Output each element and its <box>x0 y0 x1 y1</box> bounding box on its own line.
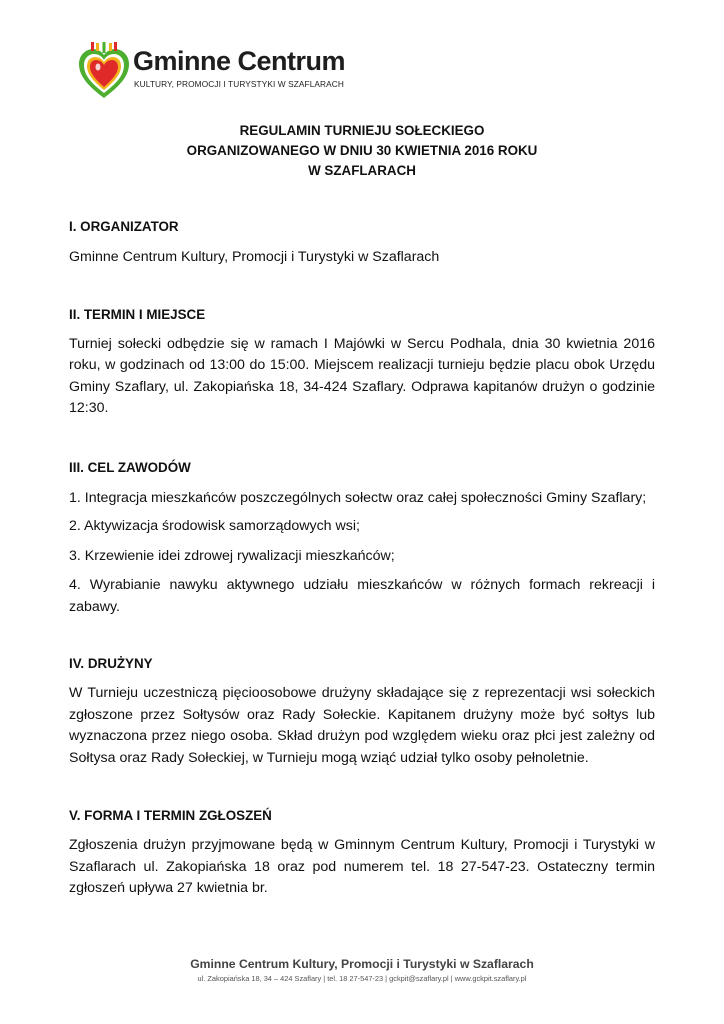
section-heading-term: II. TERMIN I MIEJSCE <box>69 306 206 322</box>
section-heading-teams: IV. DRUŻYNY <box>69 656 153 671</box>
logo <box>78 42 346 100</box>
title-line: ORGANIZOWANEGO W DNIU 30 KWIETNIA 2016 ROKU <box>186 143 538 158</box>
title-line: W SZAFLARACH <box>308 163 416 178</box>
section-heading-organizer: I. ORGANIZATOR <box>69 219 179 234</box>
term-text: Turniej sołecki odbędzie się w ramach I Majówki w Sercu Podhala, dnia 30 kwietnia 2016 roku, w godzinach od 13:00 do 15:00. Miejscem realizacji turnieju będzie placu obok Urzędu Gminy Szaflary, ul. Zakopiańska 18, 34-424 Szaflary. Odprawa kapitanów drużyn o godzinie 12:30. <box>69 335 655 416</box>
goal-item: 3. Krzewienie idei zdrowej rywalizacji mieszkańców; <box>69 547 395 564</box>
organizer-text: Gminne Centrum Kultury, Promocji i Turystyki w Szaflarach <box>69 249 440 265</box>
section-heading-registration: V. FORMA I TERMIN ZGŁOSZEŃ <box>69 808 272 823</box>
goal-item: 4. Wyrabianie nawyku aktywnego udziału mieszkańców w różnych formach rekreacji i zabawy. <box>69 577 655 615</box>
teams-text: W Turnieju uczestniczą pięcioosobowe drużyny składające się z reprezentacji wsi sołeckich zgłoszone przez Sołtysów oraz Rady Sołeckie. Kapitanem drużyny może być sołtys lub wyznaczona przez niego osoba. Skład drużyn pod względem wieku oraz płci jest zależny od Sołtysa oraz Rady Sołeckiej, w Turnieju mogą wziąć udział tylko osoby pełnoletnie. <box>69 685 655 766</box>
goal-item: 2. Aktywizacja środowisk samorządowych wsi; <box>69 518 360 534</box>
logo-name: Gminne Centrum <box>133 46 346 76</box>
heart-logo-icon <box>78 42 130 100</box>
footer <box>0 957 724 983</box>
document-body <box>69 218 655 900</box>
footer-name: Gminne Centrum Kultury, Promocji i Turystyki w Szaflarach <box>190 957 534 971</box>
section-heading-goal: III. CEL ZAWODÓW <box>69 459 191 475</box>
logo-subtitle: KULTURY, PROMOCJI I TURYSTYKI W SZAFLARACH <box>134 79 344 89</box>
goal-item: 1. Integracja mieszkańców poszczególnych sołectw oraz całej społeczności Gminy Szaflary; <box>69 489 647 506</box>
document-title <box>0 121 724 181</box>
footer-contact: ul. Zakopiańska 18, 34 – 424 Szaflary | tel. 18 27-547-23 | gckpit@szaflary.pl | www.gckpit.szaflary.pl <box>197 974 527 983</box>
registration-text: Zgłoszenia drużyn przyjmowane będą w Gminnym Centrum Kultury, Promocji i Turystyki w Szaflarach ul. Zakopiańska 18 oraz pod numerem tel. 18 27-547-23. Ostateczny termin zgłoszeń upływa 27 kwietnia br. <box>69 837 655 896</box>
title-line: REGULAMIN TURNIEJU SOŁECKIEGO <box>239 123 485 138</box>
